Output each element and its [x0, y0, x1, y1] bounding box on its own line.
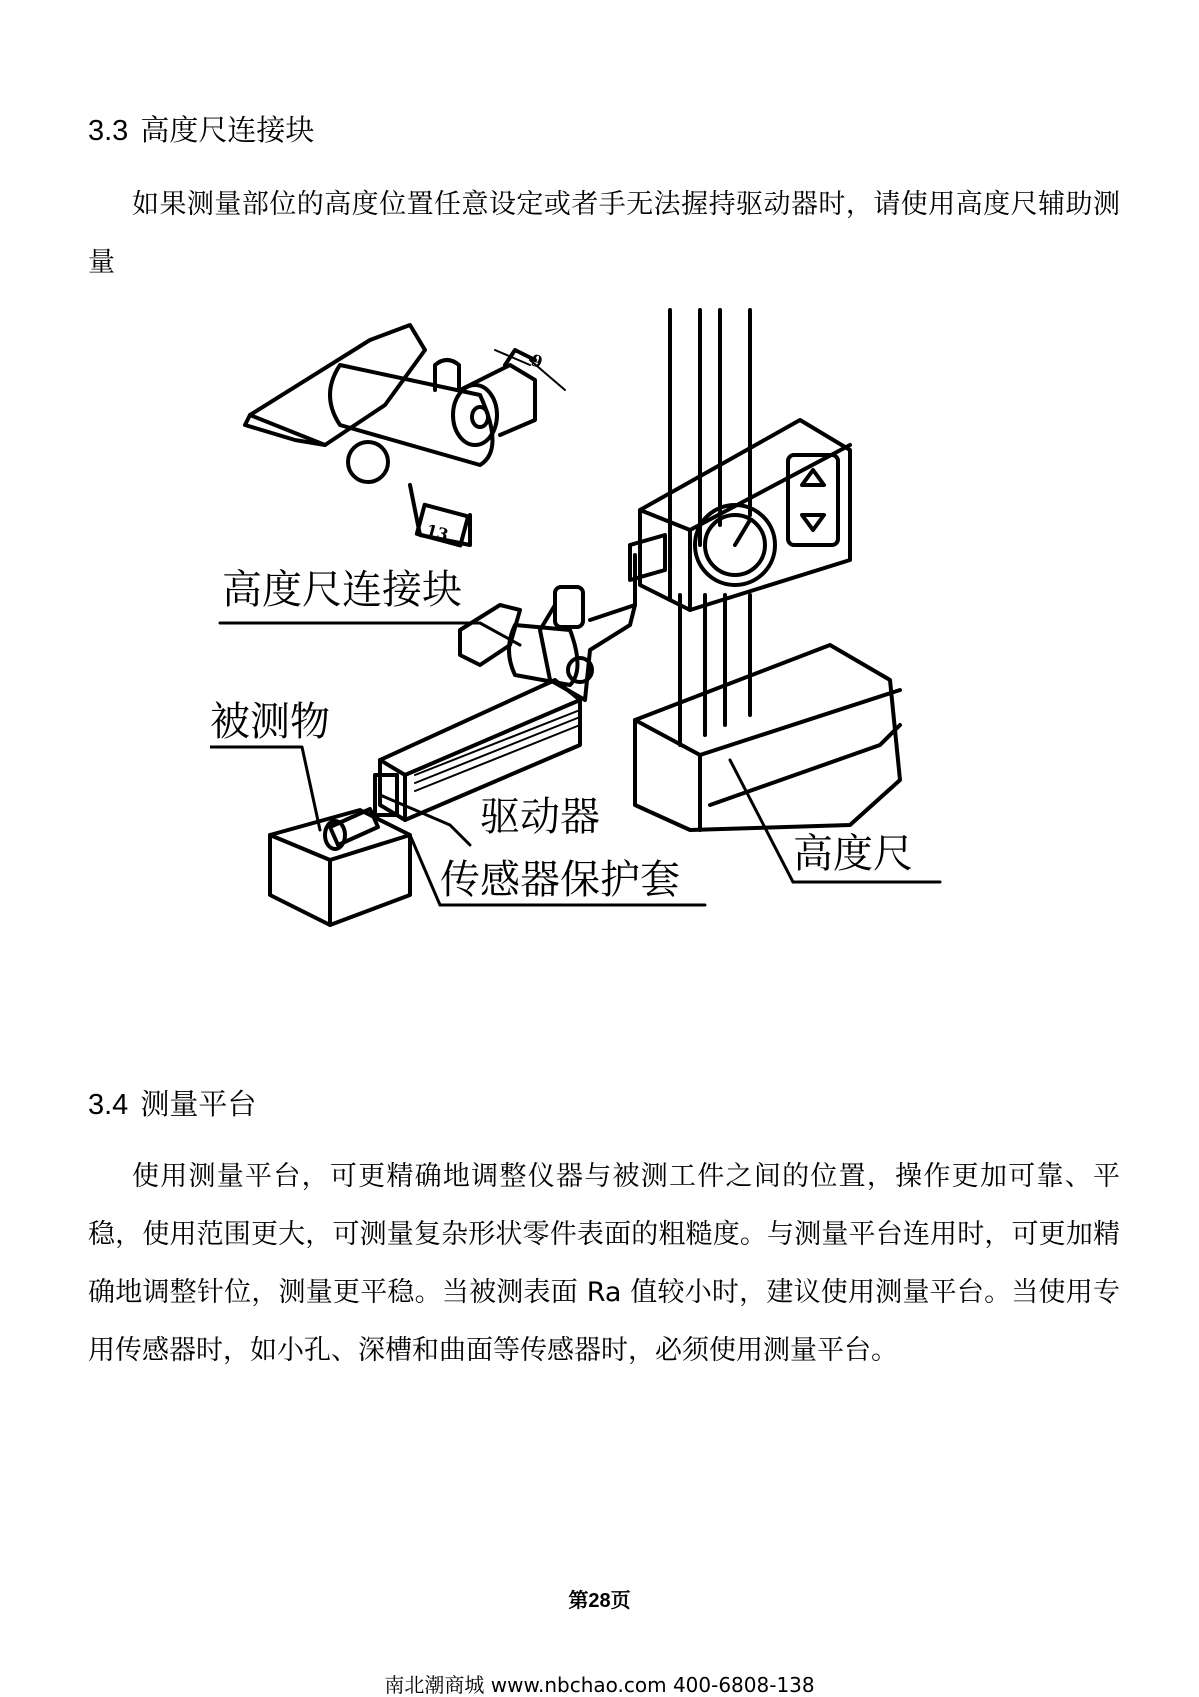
label-sensor-cover: 传感器保护套	[440, 857, 680, 903]
label-driver: 驱动器	[480, 794, 600, 840]
section-heading-3-3	[88, 108, 314, 149]
section-number: 3.3	[88, 115, 129, 147]
label-height-gauge: 高度尺	[793, 831, 913, 877]
section-title: 测量平台	[140, 1087, 257, 1121]
section-heading-3-4	[88, 1082, 256, 1123]
height-gauge-connector-figure	[210, 305, 1040, 1017]
dimension-label-13: 13	[423, 520, 451, 545]
section-paragraph: 使用测量平台，可更精确地调整仪器与被测工件之间的位置，操作更加可靠、平稳，使用范围更大，可测量复杂形状零件表面的粗糙度。与测量平台连用时，可更加精确地调整针位，测量更平稳。当被测表面 Ra 值较小时，建议使用测量平台。当使用专用传感器时，如小孔、深槽和曲面等传感器时，必须使用测量平台。	[88, 1161, 1120, 1366]
label-connector: 高度尺连接块	[222, 567, 462, 613]
label-workpiece: 被测物	[210, 699, 330, 745]
page-number: 第28页	[568, 1590, 631, 1612]
connector-detail-drawing	[245, 325, 565, 545]
workpiece-drawing	[270, 810, 410, 925]
page-footer: 南北潮商城 www.nbchao.com 400-6808-138	[384, 1673, 815, 1697]
section-title: 高度尺连接块	[140, 113, 315, 147]
height-gauge-drawing	[590, 310, 900, 830]
section-number: 3.4	[88, 1089, 129, 1121]
section-paragraph: 如果测量部位的高度位置任意设定或者手无法握持驱动器时，请使用高度尺辅助测量	[88, 189, 1120, 278]
dimension-label-9: 9	[528, 350, 545, 372]
